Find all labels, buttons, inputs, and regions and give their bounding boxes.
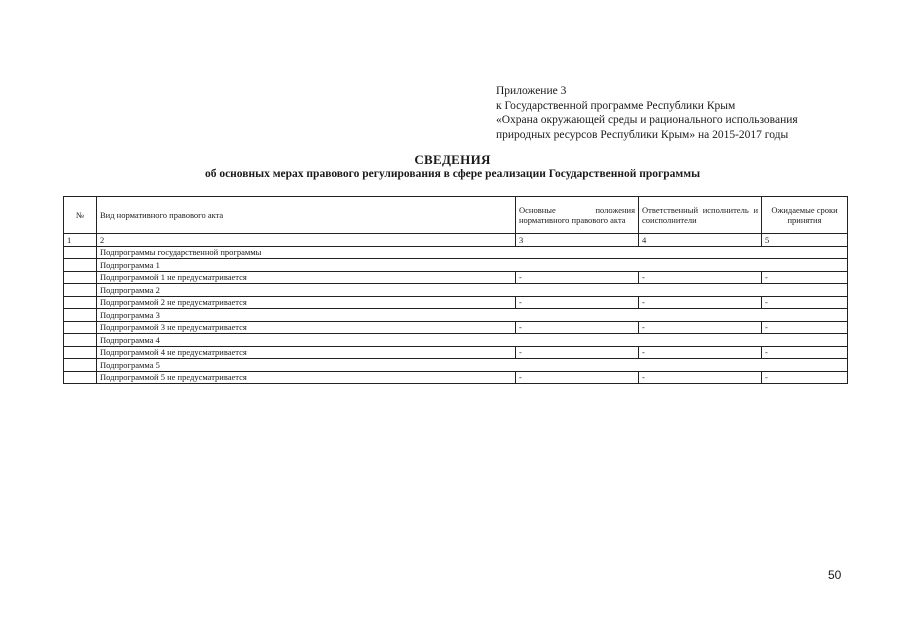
- provisions-cell: -: [516, 296, 639, 309]
- appendix-block: [496, 84, 798, 142]
- executor-cell: -: [639, 271, 762, 284]
- table-row: [64, 321, 848, 334]
- header-provisions: Основные положения нормативного правового акта: [516, 197, 639, 234]
- empty-cell: [64, 334, 97, 347]
- provisions-cell: -: [516, 346, 639, 359]
- document-subtitle: об основных мерах правового регулирования в сфере реализации Государственной программы: [204, 168, 701, 180]
- empty-cell: [64, 271, 97, 284]
- subprogram-label: Подпрограмма 4: [97, 334, 848, 347]
- header-number: №: [64, 197, 97, 234]
- document-title: СВЕДЕНИЯ: [414, 152, 491, 167]
- empty-cell: [64, 359, 97, 372]
- table-row: [64, 271, 848, 284]
- subprogram-label: Подпрограмма 3: [97, 309, 848, 322]
- deadline-cell: -: [762, 271, 848, 284]
- deadline-cell: -: [762, 371, 848, 384]
- table-row: [64, 334, 848, 347]
- page-number: 50: [828, 568, 842, 582]
- column-number-row: [64, 234, 848, 247]
- empty-cell: [64, 321, 97, 334]
- act-cell: Подпрограммой 4 не предусматривается: [97, 346, 516, 359]
- executor-cell: -: [639, 371, 762, 384]
- act-cell: Подпрограммой 2 не предусматривается: [97, 296, 516, 309]
- deadline-cell: -: [762, 321, 848, 334]
- act-cell: Подпрограммой 1 не предусматривается: [97, 271, 516, 284]
- table-row: [64, 259, 848, 272]
- subprogram-label: Подпрограмма 1: [97, 259, 848, 272]
- section-label: Подпрограммы государственной программы: [97, 246, 848, 259]
- table-row: [64, 371, 848, 384]
- section-row: [64, 246, 848, 259]
- provisions-cell: -: [516, 321, 639, 334]
- deadline-cell: -: [762, 296, 848, 309]
- table-row: [64, 309, 848, 322]
- appendix-line: «Охрана окружающей среды и рационального использования: [496, 114, 798, 126]
- executor-cell: -: [639, 321, 762, 334]
- act-cell: Подпрограммой 5 не предусматривается: [97, 371, 516, 384]
- executor-cell: -: [639, 346, 762, 359]
- header-executor: Ответственный исполнитель и соисполнители: [639, 197, 762, 234]
- regulation-table: [63, 196, 848, 384]
- header-deadline: Ожидаемые сроки принятия: [762, 197, 848, 234]
- empty-cell: [64, 246, 97, 259]
- column-index: 1: [64, 234, 97, 247]
- appendix-line: природных ресурсов Республики Крым» на 2015-2017 годы: [496, 128, 789, 141]
- appendix-line: Приложение 3: [496, 85, 567, 97]
- empty-cell: [64, 259, 97, 272]
- empty-cell: [64, 346, 97, 359]
- subprogram-label: Подпрограмма 5: [97, 359, 848, 372]
- column-index: 2: [97, 234, 516, 247]
- deadline-cell: -: [762, 346, 848, 359]
- table-row: [64, 284, 848, 297]
- provisions-cell: -: [516, 371, 639, 384]
- table-header-row: [64, 197, 848, 234]
- column-index: 3: [516, 234, 639, 247]
- table-row: [64, 359, 848, 372]
- column-index: 5: [762, 234, 848, 247]
- empty-cell: [64, 309, 97, 322]
- appendix-line: к Государственной программе Республики Крым: [496, 99, 736, 112]
- executor-cell: -: [639, 296, 762, 309]
- provisions-cell: -: [516, 271, 639, 284]
- table-row: [64, 296, 848, 309]
- act-cell: Подпрограммой 3 не предусматривается: [97, 321, 516, 334]
- table-row: [64, 346, 848, 359]
- empty-cell: [64, 371, 97, 384]
- empty-cell: [64, 284, 97, 297]
- header-act-type: Вид нормативного правового акта: [97, 197, 516, 234]
- column-index: 4: [639, 234, 762, 247]
- subprogram-label: Подпрограмма 2: [97, 284, 848, 297]
- empty-cell: [64, 296, 97, 309]
